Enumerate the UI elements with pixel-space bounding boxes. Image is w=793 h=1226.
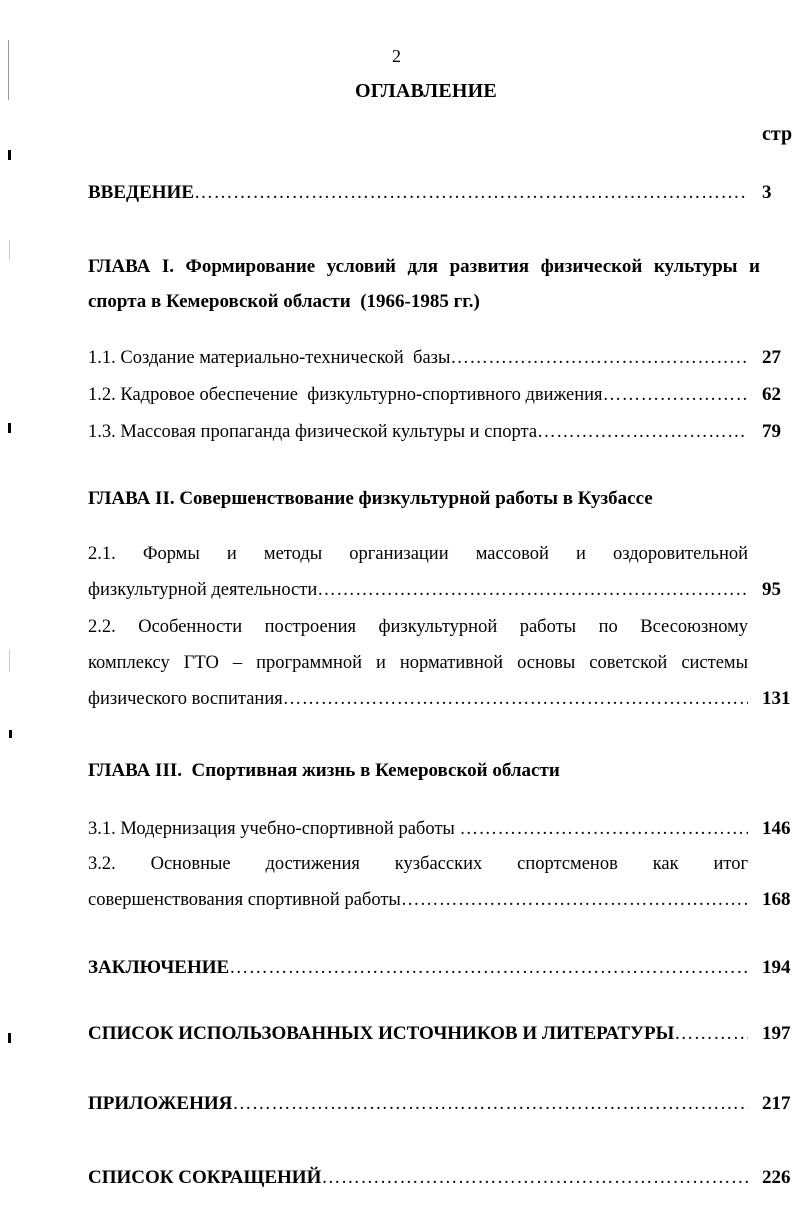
toc-page-number: 131 xyxy=(762,688,791,709)
word: оздоровительной xyxy=(612,544,749,564)
toc-entry-intro[interactable] xyxy=(88,178,748,208)
word: 2.1. xyxy=(88,544,116,564)
toc-entry-label: 1.2. Кадровое обеспечение физкультурно-спортивного движения xyxy=(88,385,603,405)
leader-dots xyxy=(229,953,748,983)
toc-entry-label: совершенствования спортивной работы xyxy=(88,890,401,910)
scan-faint-mark xyxy=(9,650,10,672)
page-number: 2 xyxy=(392,46,401,66)
word: физкультурной xyxy=(378,617,498,637)
chapter-1-title-line1[interactable]: ГЛАВА I. Формирование условий для развития физической культуры и xyxy=(88,256,760,277)
leader-dots xyxy=(194,178,748,208)
scan-mark xyxy=(9,730,12,738)
scan-mark xyxy=(8,1033,11,1043)
toc-entry-label: СПИСОК ИСПОЛЬЗОВАННЫХ ИСТОЧНИКОВ И ЛИТЕРАТУРЫ xyxy=(88,1023,675,1044)
word: комплексу xyxy=(88,653,170,673)
toc-page-number: 95 xyxy=(762,579,781,600)
word: достижения xyxy=(265,854,360,874)
leader-dots xyxy=(232,1089,748,1119)
toc-page-number: 226 xyxy=(762,1167,791,1188)
leader-dots xyxy=(603,380,748,410)
toc-page-number: 194 xyxy=(762,957,791,978)
toc-entry-appendix[interactable] xyxy=(88,1089,748,1119)
word: и xyxy=(576,544,586,564)
word: системы xyxy=(681,653,749,673)
toc-entry-2-1-line2[interactable] xyxy=(88,575,748,605)
toc-entry-label: СПИСОК СОКРАЩЕНИЙ xyxy=(88,1167,322,1188)
toc-entry-label: физкультурной деятельности xyxy=(88,580,318,600)
leader-dots xyxy=(537,417,748,447)
word: и xyxy=(226,544,237,564)
toc-entry-label: 1.1. Создание материально-технической базы xyxy=(88,348,451,368)
word: Формы xyxy=(142,544,200,564)
toc-entry-1-2[interactable] xyxy=(88,380,748,410)
toc-entry-abbreviations[interactable] xyxy=(88,1163,748,1193)
page-column-label: стр xyxy=(762,123,793,145)
word: советской xyxy=(589,653,668,673)
toc-page-number: 146 xyxy=(762,818,791,839)
chapter-3-title[interactable]: ГЛАВА III. Спортивная жизнь в Кемеровской области xyxy=(88,760,560,781)
word: как xyxy=(652,854,679,874)
word: итог xyxy=(713,854,749,874)
toc-entry-label: ВВЕДЕНИЕ xyxy=(88,182,194,203)
word: Особенности xyxy=(138,617,243,637)
toc-entry-2-2-line1[interactable] xyxy=(88,612,748,642)
scan-faint-mark xyxy=(9,240,10,260)
word: и xyxy=(362,653,386,673)
toc-entry-label: ЗАКЛЮЧЕНИЕ xyxy=(88,957,230,978)
chapter-1-title-line2[interactable]: спорта в Кемеровской области (1966-1985 гг.) xyxy=(88,291,480,312)
toc-entry-sources[interactable] xyxy=(88,1019,748,1049)
word: ГТО xyxy=(183,653,219,673)
leader-dots xyxy=(450,343,748,373)
leader-dots xyxy=(674,1019,748,1049)
toc-entry-1-3[interactable] xyxy=(88,417,748,447)
toc-page-number: 197 xyxy=(762,1023,791,1044)
chapter-2-title[interactable]: ГЛАВА II. Совершенствование физкультурной работы в Кузбассе xyxy=(88,488,653,509)
scan-mark xyxy=(8,423,11,433)
toc-entry-conclusion[interactable] xyxy=(88,953,748,983)
word: 3.2. Основные xyxy=(88,854,231,874)
leader-dots xyxy=(459,814,748,844)
toc-entry-label: 1.3. Массовая пропаганда физической культуры и спорта xyxy=(88,422,538,442)
leader-dots xyxy=(283,684,748,714)
toc-entry-3-1[interactable] xyxy=(88,814,748,844)
toc-entry-3-2-line1[interactable] xyxy=(88,849,748,879)
word: 2.2. xyxy=(88,617,116,637)
toc-entry-2-2-line2[interactable] xyxy=(88,648,748,678)
leader-dots xyxy=(317,575,748,605)
toc-entry-1-1[interactable] xyxy=(88,343,748,373)
word: Всесоюзному xyxy=(640,617,749,637)
toc-page-number: 168 xyxy=(762,889,791,910)
word: массовой xyxy=(475,544,549,564)
toc-entry-label: 3.1. Модернизация учебно-спортивной работы xyxy=(88,819,460,839)
word: спортсменов xyxy=(517,854,618,874)
word: кузбасских xyxy=(394,854,483,874)
scan-mark xyxy=(8,150,11,160)
word: программной xyxy=(256,653,362,673)
toc-page-number: 3 xyxy=(762,182,772,203)
word: по xyxy=(598,617,618,637)
word: нормативной xyxy=(399,653,504,673)
leader-dots xyxy=(321,1163,748,1193)
word: работы xyxy=(519,617,577,637)
word: основы xyxy=(517,653,576,673)
word: – xyxy=(232,653,243,673)
toc-entry-2-2-line3[interactable] xyxy=(88,684,748,714)
toc-page-number: 27 xyxy=(762,347,781,368)
toc-entry-label: физического воспитания xyxy=(88,689,283,709)
toc-page-number: 217 xyxy=(762,1093,791,1114)
page-title: ОГЛАВЛЕНИЕ xyxy=(355,80,497,102)
toc-entry-3-2-line2[interactable] xyxy=(88,885,748,915)
leader-dots xyxy=(401,885,748,915)
word: организации xyxy=(349,544,449,564)
toc-entry-2-1-line1[interactable] xyxy=(88,539,748,569)
toc-page-number: 62 xyxy=(762,384,781,405)
toc-entry-label: ПРИЛОЖЕНИЯ xyxy=(88,1093,233,1114)
word: методы xyxy=(263,544,323,564)
toc-page-number: 79 xyxy=(762,421,781,442)
word: построения xyxy=(264,617,357,637)
